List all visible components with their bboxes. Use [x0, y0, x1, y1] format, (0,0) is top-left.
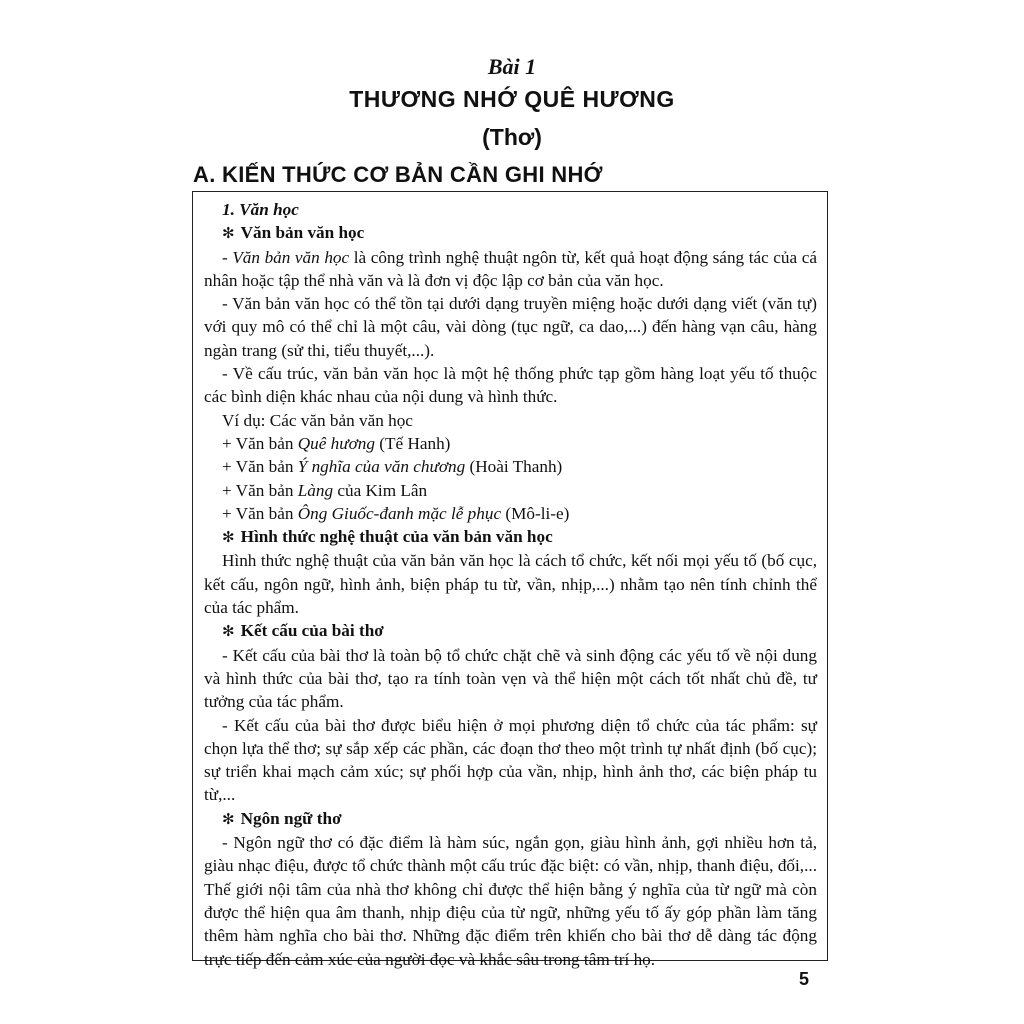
- example-prefix: + Văn bản: [222, 457, 298, 477]
- example-author: của Kim Lân: [333, 480, 428, 500]
- paragraph: - Kết cấu của bài thơ là toàn bộ tổ chức chặt chẽ và sinh động các yếu tố về nội dung và hình thức của bài thơ, tạo ra tính toàn vẹn và thể hiện một cách tốt nhất chủ đề, tư tưởng của tác phẩm.: [204, 645, 817, 712]
- paragraph-text: là công trình nghệ thuật ngôn từ, kết quả hoạt động sáng tác của cá nhân hoặc tập thể nhà văn và là đơn vị độc lập cơ bản của văn học.: [204, 247, 817, 290]
- subsection-title-text: Hình thức nghệ thuật của văn bản văn học: [240, 527, 553, 547]
- example-author: (Hoài Thanh): [465, 457, 563, 477]
- paragraph: - Về cấu trúc, văn bản văn học là một hệ thống phức tạp gồm hàng loạt yếu tố thuộc các bình diện khác nhau của nội dung và hình thức.: [204, 364, 817, 407]
- subsection-title-text: Ngôn ngữ thơ: [240, 808, 342, 828]
- subsection-title: [204, 525, 817, 549]
- work-title: Ý nghĩa của văn chương: [297, 457, 466, 477]
- section-title-literature: 1. Văn học: [222, 200, 299, 219]
- example-item: [204, 502, 817, 525]
- work-title: Làng: [297, 480, 334, 500]
- work-title: Ông Giuốc-đanh mặc lễ phục: [297, 503, 502, 523]
- page-number: 5: [799, 969, 810, 989]
- paragraph: - Văn bản văn học là công trình nghệ thuật ngôn từ, kết quả hoạt động sáng tác của cá nhân hoặc tập thể nhà văn và là đơn vị độc lập cơ bản của văn học.: [204, 247, 817, 290]
- term: Văn bản văn học: [232, 247, 350, 267]
- star-icon: ✻: [222, 224, 235, 243]
- subsection-title-text: Văn bản văn học: [240, 223, 365, 243]
- example-prefix: + Văn bản: [222, 433, 298, 453]
- star-icon: ✻: [222, 809, 235, 828]
- example-item: [204, 455, 817, 478]
- paragraph: - Ngôn ngữ thơ có đặc điểm là hàm súc, ngắn gọn, giàu hình ảnh, gợi nhiều hơn tả, giàu nhạc điệu, được tổ chức thành một cấu trúc đặc biệt: có vần, nhịp, thanh điệu, đối,... Thế giới nội tâm của nhà thơ không chỉ được thể hiện bằng ý nghĩa của từ ngữ mà còn được thể hiện qua âm thanh, nhịp điệu của từ ngữ, những yếu tố ấy góp phần làm tăng thêm hàm nghĩa cho bài thơ. Những đặc điểm trên khiến cho bài thơ dễ dàng tác động trực tiếp đến cảm xúc của người đọc và khắc sâu trong tâm trí họ.: [204, 833, 817, 969]
- knowledge-box: [192, 191, 828, 969]
- subsection-title: [204, 619, 817, 643]
- lesson-number: Bài 1: [487, 54, 537, 79]
- lesson-genre: (Thơ): [482, 124, 542, 150]
- paragraph: - Văn bản văn học có thể tồn tại dưới dạng truyền miệng hoặc dưới dạng viết (văn tự) với quy mô có thể chỉ là một câu, vài dòng (tục ngữ, ca dao,...) đến hàng vạn câu, hàng ngàn trang (sử thi, tiểu thuyết,...).: [204, 294, 817, 360]
- paragraph: - Kết cấu của bài thơ được biểu hiện ở mọi phương diện tổ chức của tác phẩm: sự chọn lựa thể thơ; sự sắp xếp các phần, các đoạn thơ theo một trình tự nhất định (bố cục); sự triển khai mạch cảm xúc; sự phối hợp của vần, nhịp, hình ảnh thơ, các biện pháp tu từ,...: [204, 715, 817, 805]
- example-author: (Tế Hanh): [375, 433, 451, 453]
- section-heading: A. KIẾN THỨC CƠ BẢN CẦN GHI NHỚ: [193, 162, 603, 187]
- subsection-title-text: Kết cấu của bài thơ: [240, 621, 384, 641]
- lesson-title: THƯƠNG NHỚ QUÊ HƯƠNG: [349, 86, 675, 112]
- example-prefix: + Văn bản: [222, 503, 298, 523]
- example-item: [204, 479, 817, 502]
- work-title: Quê hương: [297, 433, 375, 453]
- subsection-title: [204, 221, 817, 245]
- subsection-title: [204, 807, 817, 831]
- example-intro: Ví dụ: Các văn bản văn học: [222, 410, 413, 430]
- star-icon: ✻: [222, 622, 235, 641]
- paragraph: Hình thức nghệ thuật của văn bản văn học là cách tổ chức, kết nối mọi yếu tố (bố cục, kết cấu, ngôn ngữ, hình ảnh, biện pháp tu từ, vần, nhịp,...) nhằm tạo nên tính chỉnh thể của tác phẩm.: [204, 551, 817, 618]
- example-author: (Mô-li-e): [501, 503, 570, 523]
- star-icon: ✻: [222, 528, 235, 547]
- example-prefix: + Văn bản: [222, 480, 298, 500]
- example-item: [204, 432, 817, 455]
